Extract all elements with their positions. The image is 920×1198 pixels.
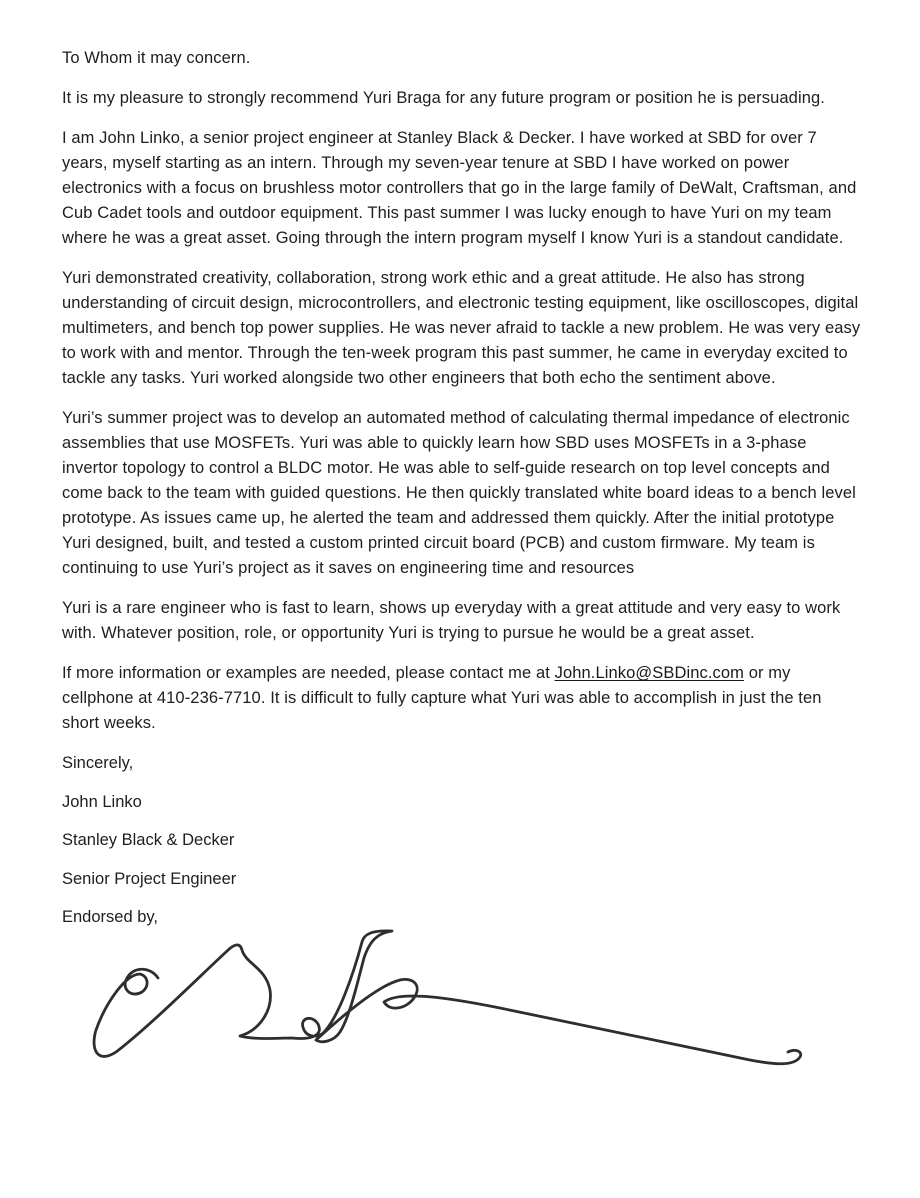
paragraph-recommendation: It is my pleasure to strongly recommend Yuri Braga for any future program or position he is persuading. xyxy=(62,89,825,107)
paragraph-introduction: I am John Linko, a senior project engineer at Stanley Black & Decker. I have worked at SBD for over 7 years, myself starting as an intern. Through my seven-year tenure at SBD I have worked on power electronics with a focus on brushless motor controllers that go in the large family of DeWalt, Craftsman, and Cub Cadet tools and outdoor equipment. This past summer I was lucky enough to have Yuri on my team where he was a great asset. Going through the intern program myself I know Yuri is a standout candidate. xyxy=(62,129,857,247)
email-link[interactable]: John.Linko@SBDinc.com xyxy=(554,664,745,682)
handwritten-signature xyxy=(70,924,830,1079)
contact-text-after: or my cellphone at 410-236-7710. It is difficult to fully capture what Yuri was able to accomplish in just the ten short weeks. xyxy=(62,664,822,732)
paragraph-summary: Yuri is a rare engineer who is fast to learn, shows up everyday with a great attitude and very easy to work with. Whatever position, role, or opportunity Yuri is trying to pursue he would be a great asset. xyxy=(62,599,841,642)
salutation: To Whom it may concern. xyxy=(62,49,251,67)
closing-company: Stanley Black & Decker xyxy=(62,831,235,849)
closing-name: John Linko xyxy=(62,792,142,811)
paragraph-project: Yuri’s summer project was to develop an automated method of calculating thermal impedance of electronic assemblies that use MOSFETs. Yuri was able to quickly learn how SBD uses MOSFETs in a 3-phase invertor topology to control a BLDC motor. He was able to self-guide research on top level concepts and come back to the team with guided questions. He then quickly translated white board ideas to a bench level prototype. As issues came up, he alerted the team and addressed them quickly. After the initial prototype Yuri designed, built, and tested a custom printed circuit board (PCB) and custom firmware. My team is continuing to use Yuri’s project as it saves on engineering time and resources xyxy=(62,409,856,577)
closing-sincerely: Sincerely, xyxy=(62,754,134,772)
contact-text-before: If more information or examples are needed, please contact me at xyxy=(62,664,555,682)
closing-endorsed: Endorsed by, xyxy=(62,908,159,926)
closing-title: Senior Project Engineer xyxy=(62,869,237,888)
signature-icon xyxy=(70,924,830,1079)
paragraph-qualities: Yuri demonstrated creativity, collaboration, strong work ethic and a great attitude. He also has strong understanding of circuit design, microcontrollers, and electronic testing equipment, like oscilloscopes, digital multimeters, and bench top power supplies. He was never afraid to tackle a new problem. He was very easy to work with and mentor. Through the ten-week program this past summer, he came in everyday excited to tackle any tasks. Yuri worked alongside two other engineers that both echo the sentiment above. xyxy=(62,269,861,387)
paragraph-contact xyxy=(62,661,862,736)
